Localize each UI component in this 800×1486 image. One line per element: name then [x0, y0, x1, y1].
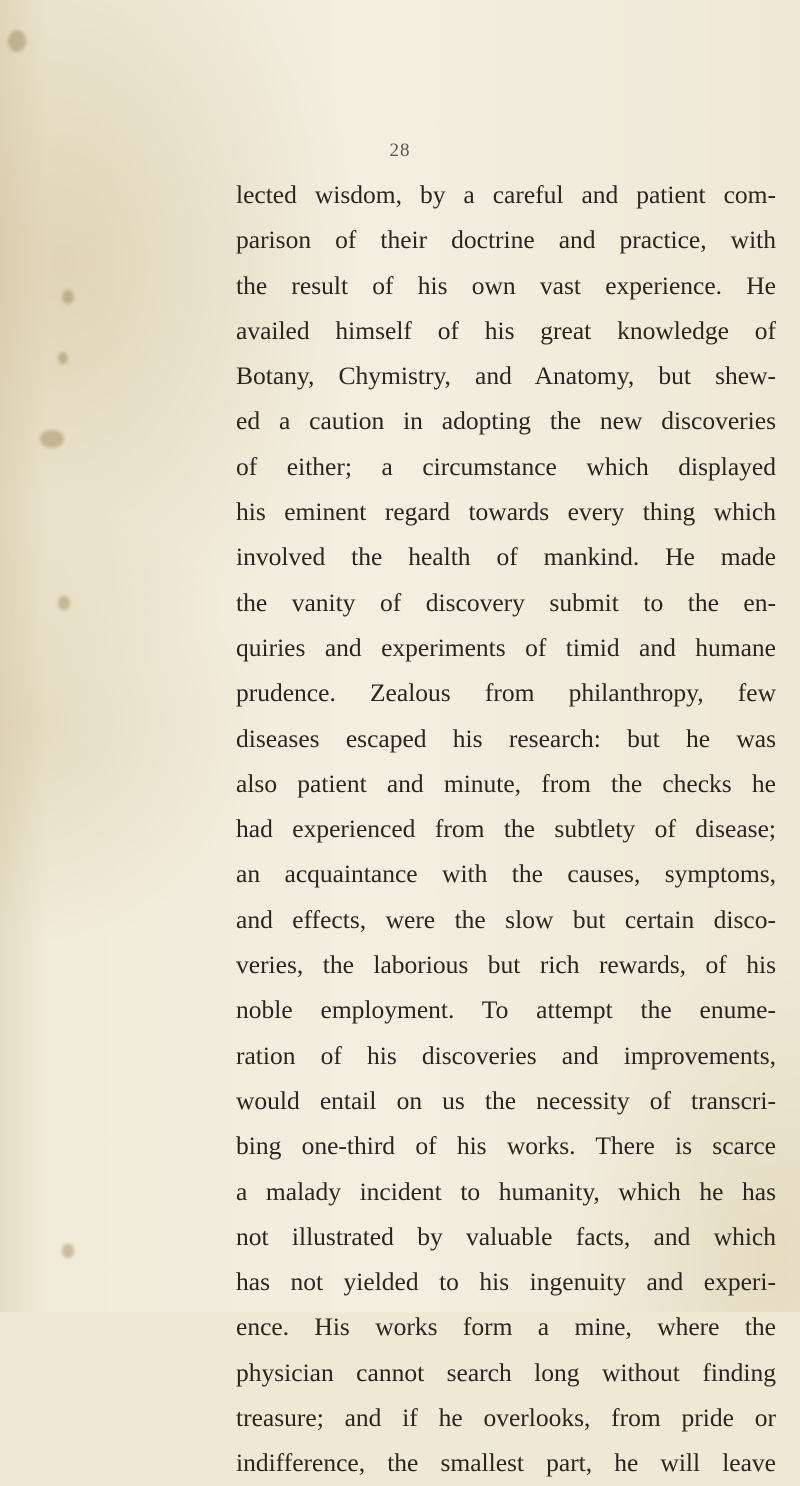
text-line: the vanity of discovery submit to the en- — [236, 587, 776, 617]
text-line: ence. His works form a mine, where the — [236, 1312, 776, 1342]
text-line: not illustrated by valuable facts, and which — [236, 1221, 776, 1251]
text-line: ed a caution in adopting the new discoveries — [236, 406, 776, 436]
foxing-spot — [58, 596, 70, 610]
text-line: quiries and experiments of timid and humane — [236, 632, 776, 662]
text-line: had experienced from the subtlety of disease; — [236, 814, 776, 844]
text-line: Botany, Chymistry, and Anatomy, but shew- — [236, 361, 776, 391]
text-line: also patient and minute, from the checks he — [236, 768, 776, 798]
text-line: and effects, were the slow but certain disco- — [236, 904, 776, 934]
body-text — [236, 172, 776, 1486]
text-line: availed himself of his great knowledge of — [236, 315, 776, 345]
text-line: his eminent regard towards every thing which — [236, 497, 776, 527]
text-line: lected wisdom, by a careful and patient com- — [236, 180, 776, 209]
text-line: ration of his discoveries and improvements, — [236, 1040, 776, 1070]
text-line: physician cannot search long without finding — [236, 1357, 776, 1387]
foxing-spot — [40, 430, 64, 448]
text-line: diseases escaped his research: but he was — [236, 723, 776, 753]
text-line: treasure; and if he overlooks, from pride or — [236, 1403, 776, 1433]
text-line: prudence. Zealous from philanthropy, few — [236, 678, 776, 708]
foxing-spot — [58, 352, 68, 364]
text-line: veries, the laborious but rich rewards, of his — [236, 950, 776, 980]
text-line: indifference, the smallest part, he will leave — [236, 1448, 776, 1478]
text-line: involved the health of mankind. He made — [236, 542, 776, 572]
text-line: has not yielded to his ingenuity and experi- — [236, 1267, 776, 1297]
foxing-spot — [8, 30, 26, 52]
text-line: bing one-third of his works. There is scarce — [236, 1131, 776, 1161]
foxing-spot — [62, 1244, 74, 1258]
foxing-spot — [62, 290, 74, 304]
text-line: noble employment. To attempt the enume- — [236, 995, 776, 1025]
text-line: an acquaintance with the causes, symptoms, — [236, 859, 776, 889]
text-line: the result of his own vast experience. He — [236, 270, 776, 300]
text-line: would entail on us the necessity of transcri- — [236, 1085, 776, 1115]
text-line: parison of their doctrine and practice, with — [236, 225, 776, 255]
text-line: of either; a circumstance which displayed — [236, 451, 776, 481]
text-line: a malady incident to humanity, which he has — [236, 1176, 776, 1206]
page-number: 28 — [389, 140, 411, 161]
